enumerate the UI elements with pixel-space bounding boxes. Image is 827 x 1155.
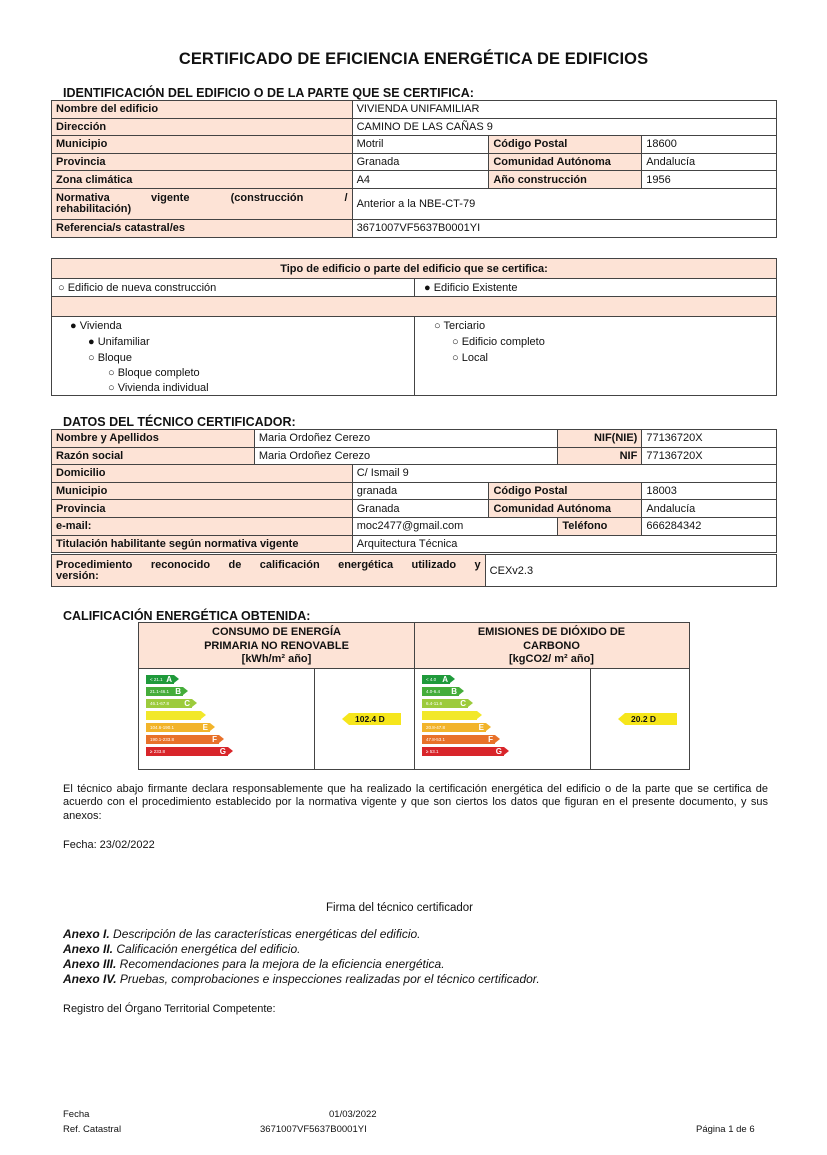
- rating-bar-f: [146, 735, 219, 744]
- rating-bar-arrow: [219, 735, 224, 743]
- climate-zone-label: Zona climática: [52, 171, 353, 189]
- rating-bar-letter: B: [175, 687, 181, 696]
- rating-bar-letter: G: [495, 747, 502, 756]
- radio-filled-icon: ●: [424, 282, 434, 294]
- procedure-label-word: calificación: [259, 558, 320, 571]
- rating-bar-arrow: [486, 723, 491, 731]
- identification-table: [51, 100, 777, 238]
- option-dwelling: [70, 320, 122, 332]
- procedure-value: CEXv2.3: [485, 555, 776, 587]
- option-full-building: [452, 336, 545, 348]
- rating-bar-letter: D: [469, 711, 475, 720]
- annex-item: [63, 927, 421, 941]
- procedure-label-word: utilizado: [411, 558, 457, 571]
- climate-zone-value: A4: [352, 171, 489, 189]
- column-divider: [414, 279, 415, 297]
- annex-item: [63, 972, 540, 986]
- table-row: [52, 430, 777, 448]
- rating-bar-letter: D: [193, 711, 199, 720]
- rating-bar-letter: C: [184, 699, 190, 708]
- rating-divider: [590, 669, 591, 769]
- rating-section-title: CALIFICACIÓN ENERGÉTICA OBTENIDA:: [63, 609, 311, 623]
- rating-bar-letter: F: [488, 735, 493, 744]
- rating-bar-e: [422, 723, 486, 732]
- energy-rating-box: [138, 622, 690, 770]
- rating-bar-f: [422, 735, 495, 744]
- rating-bar-arrow: [450, 675, 455, 683]
- tech-address-label: Domicilio: [52, 465, 353, 483]
- construction-year-value: 1956: [642, 171, 777, 189]
- cadastral-value: 3671007VF5637B0001YI: [352, 219, 776, 237]
- consumption-header: [139, 623, 414, 669]
- table-row: [52, 500, 777, 518]
- building-type-header: Tipo de edificio o parte del edificio que se certifica:: [52, 259, 776, 279]
- rating-bar-range: 21.1-46.1: [150, 689, 170, 694]
- rating-bar-a: [146, 675, 174, 684]
- tech-community-value: Andalucía: [642, 500, 777, 518]
- rating-bar-arrow: [192, 699, 197, 707]
- procedure-label-word: Procedimiento: [56, 558, 133, 571]
- rating-bar-c: [422, 699, 468, 708]
- municipality-value: Motril: [352, 136, 489, 154]
- technician-table: [51, 429, 777, 553]
- rating-bar-range: ≥ 53.1: [426, 749, 439, 754]
- option-full-building-label: Edificio completo: [461, 336, 545, 348]
- option-full-block-label: Bloque completo: [117, 367, 200, 379]
- regulation-label-word: /: [344, 192, 348, 205]
- radio-empty-icon: ○: [108, 367, 118, 379]
- nif-nie-label: NIF(NIE): [558, 430, 642, 448]
- option-block-label: Bloque: [97, 352, 132, 364]
- rating-bar-a: [422, 675, 450, 684]
- building-name-value: VIVIENDA UNIFAMILIAR: [352, 101, 776, 119]
- regulation-label-word: vigente: [150, 192, 190, 205]
- rating-bar-letter: G: [219, 747, 226, 756]
- nif-nie-value: 77136720X: [642, 430, 777, 448]
- tech-province-label: Provincia: [52, 500, 353, 518]
- regulation-label-word: Normativa: [56, 192, 110, 205]
- procedure-label-word: y: [474, 558, 481, 571]
- consumption-header-line: [kWh/m² año]: [241, 653, 312, 665]
- municipality-label: Municipio: [52, 136, 353, 154]
- building-type-box: [51, 258, 777, 396]
- table-row: [52, 517, 777, 535]
- procedure-label: [52, 555, 486, 587]
- tech-municipality-label: Municipio: [52, 482, 353, 500]
- rating-bar-arrow: [210, 723, 215, 731]
- autonomous-community-label: Comunidad Autónoma: [489, 153, 642, 171]
- rating-bar-letter: A: [442, 675, 448, 684]
- rating-bar-letter: E: [202, 723, 208, 732]
- identification-section-title: IDENTIFICACIÓN DEL EDIFICIO O DE LA PARTE QUE SE CERTIFICA:: [63, 86, 474, 100]
- table-row: [52, 171, 777, 189]
- rating-bar-range: 190.1-233.8: [150, 737, 175, 742]
- rating-bar-d: [146, 711, 201, 720]
- consumption-indicator-tip: [342, 713, 349, 725]
- regulation-label-line2: rehabilitación): [56, 203, 132, 216]
- rating-bar-range: < 21.1: [150, 677, 163, 682]
- rating-bar-letter: B: [451, 687, 457, 696]
- column-divider: [414, 317, 415, 395]
- emission-indicator: 20.2 D: [625, 713, 677, 725]
- rating-bar-range: 20.8-47.8: [426, 725, 446, 730]
- rating-bar-e: [146, 723, 210, 732]
- table-row: [52, 465, 777, 483]
- qualification-label: Titulación habilitante según normativa vigente: [52, 535, 353, 553]
- rating-bar-g: [422, 747, 504, 756]
- emissions-header-line: EMISIONES DE DIÓXIDO DE: [477, 626, 626, 638]
- annex-label: Anexo IV.: [63, 972, 117, 986]
- rating-bar-range: 47.8-53.1: [426, 737, 446, 742]
- table-row: [52, 136, 777, 154]
- footer-page-number: Página 1 de 6: [696, 1124, 755, 1135]
- option-local: [452, 352, 488, 364]
- company-label: Razón social: [52, 447, 255, 465]
- option-single-family-label: Unifamiliar: [97, 336, 150, 348]
- emissions-header: [414, 623, 689, 669]
- table-row: [52, 219, 777, 237]
- province-value: Granada: [352, 153, 489, 171]
- tech-address-value: C/ Ismail 9: [352, 465, 776, 483]
- procedure-label-word: reconocido: [150, 558, 211, 571]
- tech-community-label: Comunidad Autónoma: [489, 500, 642, 518]
- radio-empty-icon: ○: [452, 336, 462, 348]
- document-title: CERTIFICADO DE EFICIENCIA ENERGÉTICA DE EDIFICIOS: [178, 50, 649, 68]
- table-row: [52, 482, 777, 500]
- tech-municipality-value: granada: [352, 482, 489, 500]
- rating-bar-b: [146, 687, 183, 696]
- rating-bar-b: [422, 687, 459, 696]
- table-row: [52, 447, 777, 465]
- building-name-label: Nombre del edificio: [52, 101, 353, 119]
- rating-bar-arrow: [201, 711, 206, 719]
- rating-bar-range: 4.0-6.4: [426, 689, 441, 694]
- email-value: moc2477@gmail.com: [352, 517, 558, 535]
- radio-filled-icon: ●: [70, 320, 80, 332]
- procedure-table: [51, 554, 777, 587]
- annex-item: [63, 957, 445, 971]
- province-label: Provincia: [52, 153, 353, 171]
- nif-value: 77136720X: [642, 447, 777, 465]
- footer-date-label: Fecha: [63, 1109, 90, 1120]
- consumption-header-line: PRIMARIA NO RENOVABLE: [204, 639, 349, 652]
- procedure-label-word: energética: [338, 558, 394, 571]
- rating-bar-range: < 4.0: [426, 677, 437, 682]
- signature-label: Firma del técnico certificador: [326, 902, 473, 914]
- annex-text: Calificación energética del edificio.: [113, 942, 301, 956]
- rating-bar-g: [146, 747, 228, 756]
- rating-bar-arrow: [459, 687, 464, 695]
- option-dwelling-label: Vivienda: [79, 320, 122, 332]
- consumption-indicator: 102.4 D: [349, 713, 401, 725]
- rating-bar-arrow: [174, 675, 179, 683]
- radio-empty-icon: ○: [88, 352, 98, 364]
- rating-bar-d: [422, 711, 477, 720]
- table-row: [52, 555, 777, 587]
- procedure-label-word: de: [228, 558, 242, 571]
- option-block: [88, 352, 132, 364]
- option-existing-building: [424, 282, 517, 294]
- option-individual-dwelling: [108, 382, 209, 394]
- consumption-header-line: CONSUMO DE ENERGÍA: [212, 626, 341, 638]
- technician-name-label: Nombre y Apellidos: [52, 430, 255, 448]
- radio-empty-icon: ○: [452, 352, 462, 364]
- autonomous-community-value: Andalucía: [642, 153, 777, 171]
- option-tertiary-label: Terciario: [443, 320, 486, 332]
- annex-text: Descripción de las características energéticas del edificio.: [109, 927, 421, 941]
- phone-value: 666284342: [642, 517, 777, 535]
- table-row: [52, 153, 777, 171]
- radio-empty-icon: ○: [58, 282, 68, 294]
- postal-code-label: Código Postal: [489, 136, 642, 154]
- option-local-label: Local: [461, 352, 488, 364]
- technician-section-title: DATOS DEL TÉCNICO CERTIFICADOR:: [63, 415, 296, 429]
- cadastral-label: Referencia/s catastral/es: [52, 219, 353, 237]
- qualification-value: Arquitectura Técnica: [352, 535, 776, 553]
- email-label: e-mail:: [52, 517, 353, 535]
- footer-date-value: 01/03/2022: [329, 1109, 377, 1120]
- annex-text: Recomendaciones para la mejora de la eficiencia energética.: [116, 957, 445, 971]
- postal-code-value: 18600: [642, 136, 777, 154]
- rating-bar-arrow: [504, 747, 509, 755]
- rating-bar-c: [146, 699, 192, 708]
- table-row: [52, 188, 777, 219]
- rating-bar-range: 6.4-11.6: [426, 701, 443, 706]
- building-type-spacer-row: [52, 297, 776, 317]
- footer-cadastral-value: 3671007VF5637B0001YI: [260, 1124, 367, 1135]
- procedure-label-line2: versión:: [56, 570, 99, 582]
- registry-label: Registro del Órgano Territorial Competente:: [63, 1003, 276, 1015]
- regulation-label: [52, 188, 353, 219]
- rating-bar-letter: F: [212, 735, 217, 744]
- rating-bar-letter: E: [478, 723, 484, 732]
- rating-bar-arrow: [183, 687, 188, 695]
- annex-text: Pruebas, comprobaciones e inspecciones realizadas por el técnico certificador.: [116, 972, 540, 986]
- rating-bar-range: ≥ 233.8: [150, 749, 165, 754]
- regulation-value: Anterior a la NBE-CT-79: [352, 188, 776, 219]
- construction-year-label: Año construcción: [489, 171, 642, 189]
- rating-bar-arrow: [495, 735, 500, 743]
- nif-label: NIF: [558, 447, 642, 465]
- tech-postal-code-label: Código Postal: [489, 482, 642, 500]
- rating-divider: [414, 623, 415, 769]
- radio-empty-icon: ○: [108, 382, 118, 394]
- tech-province-value: Granada: [352, 500, 489, 518]
- rating-bar-range: 11.6-20.8: [426, 713, 445, 718]
- option-tertiary: [434, 320, 485, 332]
- option-full-block: [108, 367, 200, 379]
- annex-item: [63, 942, 300, 956]
- table-row: [52, 101, 777, 119]
- rating-divider: [314, 669, 315, 769]
- table-row: [52, 118, 777, 136]
- rating-bar-range: 46.1-67.8: [150, 701, 170, 706]
- option-new-building-label: Edificio de nueva construcción: [67, 282, 217, 294]
- radio-filled-icon: ●: [88, 336, 98, 348]
- rating-bar-arrow: [477, 711, 482, 719]
- address-value: CAMINO DE LAS CAÑAS 9: [352, 118, 776, 136]
- annex-label: Anexo I.: [63, 927, 110, 941]
- declaration-text: El técnico abajo firmante declara responsablemente que ha realizado la certificación energética del edificio o de la parte que se certifica de acuerdo con el procedimiento establecido por la normativa vigente y que son ciertos los datos que figuran en el presente documento, y sus anexos:: [63, 783, 768, 822]
- emission-indicator-tip: [618, 713, 625, 725]
- declaration-date: Fecha: 23/02/2022: [63, 839, 155, 851]
- emissions-header-line: [kgCO2/ m² año]: [509, 653, 594, 665]
- option-new-building: [58, 282, 216, 294]
- emissions-header-line: CARBONO: [523, 639, 580, 652]
- rating-bar-arrow: [228, 747, 233, 755]
- table-row: [52, 535, 777, 553]
- rating-bar-letter: A: [166, 675, 172, 684]
- rating-bar-range: 67.8-104.6: [150, 713, 172, 718]
- annex-label: Anexo II.: [63, 942, 114, 956]
- phone-label: Teléfono: [558, 517, 642, 535]
- annex-label: Anexo III.: [63, 957, 117, 971]
- option-existing-building-label: Edificio Existente: [433, 282, 518, 294]
- rating-bar-range: 104.6-190.1: [150, 725, 175, 730]
- radio-empty-icon: ○: [434, 320, 444, 332]
- regulation-label-word: (construcción: [230, 192, 304, 205]
- company-value: Maria Ordoñez Cerezo: [254, 447, 558, 465]
- rating-bar-letter: C: [460, 699, 466, 708]
- option-individual-dwelling-label: Vivienda individual: [117, 382, 209, 394]
- address-label: Dirección: [52, 118, 353, 136]
- tech-postal-code-value: 18003: [642, 482, 777, 500]
- technician-name-value: Maria Ordoñez Cerezo: [254, 430, 558, 448]
- footer-cadastral-label: Ref. Catastral: [63, 1124, 122, 1135]
- option-single-family: [88, 336, 150, 348]
- rating-bar-arrow: [468, 699, 473, 707]
